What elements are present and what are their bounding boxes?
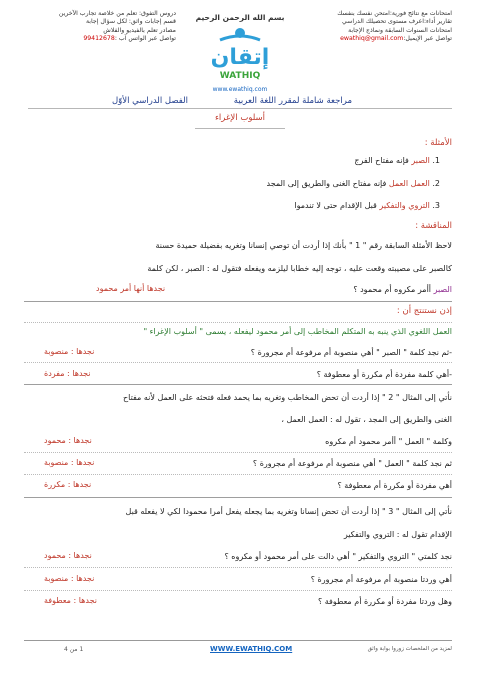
site-url[interactable]: www.ewathiq.com [212,86,268,93]
example-text: فإنه مفتاح الغنى والطريق إلى المجد [266,179,389,188]
whatsapp-number: 99412678 [83,35,115,43]
example-item [267,179,441,188]
email-link[interactable]: ewathiq@gmail.com [340,35,404,43]
question: أهي وردتا منصوبة أم مرفوعة أم مجرورة ؟ [310,575,452,584]
discussion-line: كالصبر على مصيبته وقعت عليه ، توجه إليه خطابا ليلزمه ويفعله فتقول له : الصبر ، لكن كلمة [147,264,452,273]
header-right-info [302,10,452,44]
paragraph-line: نأتي إلى المثال " 2 " إذا أردت أن تحض المخاطب وتغريه بما يحمد فعله فتحثه على العمل لأنه مفتاح [122,393,452,402]
paragraph-line: الإقدام تقول له : التروي والتفكير [343,530,452,539]
question: -ثم نجد كلمة " الصبر " أهي منصوبة أم مرفوعة أم مجرورة ؟ [250,348,452,357]
discussion-answer: نجدها أنها أمر محمود [96,284,166,293]
divider [24,566,452,568]
header-right-line: تواصل عبر الإيميل: [403,35,452,43]
answer: نجدها : مفردة [44,369,91,378]
example-keyword: التروي والتفكير [379,201,430,210]
example-item [294,201,440,210]
answer: نجدها : معطوفة [44,596,97,605]
footer-divider [24,640,452,641]
footer-promo: لمزيد من الملخصات زوروا بوابة واثق [367,646,452,652]
example-keyword: العمل العمل [388,179,430,188]
paragraph-line: نأتي إلى المثال " 3 " إذا أردت أن تحض إنسانا وتغريه بما يجعله يفعل أمرا محمودا لكي لا يفعله قبل [125,507,452,516]
examples-heading: الأمثلة : [424,138,452,148]
answer: نجدها : محمود [44,551,92,560]
wathiq-logo [190,24,290,84]
question: ثم نجد كلمة " العمل " أهي منصوبة أم مرفوعة أم مجرورة ؟ [252,459,452,468]
divider [24,361,452,363]
paragraph-line: الغنى والطريق إلى المجد ، تقول له : العمل العمل ، [281,415,452,424]
basmala: بسم الله الرحمن الرحيم [195,13,285,22]
answer: نجدها : محمود [44,436,92,445]
example-text: قبل الإقدام حتى لا تندموا [294,201,380,210]
topic-title: أسلوب الإغراء [195,113,285,129]
question: -أهي كلمة مفردة أم مكررة أو معطوفة ؟ [316,370,452,379]
example-keyword: الصبر [411,156,430,165]
answer: نجدها : منصوبة [44,458,95,467]
discussion-heading: المناقشة : [415,221,452,231]
divider [24,321,452,323]
divider [24,301,452,302]
header-right-line: تقارير أداء:اعرف مستوى تحصيلك الدراسي [341,18,452,26]
question: وهل وردتا مفردة أو مكررة أم معطوفة ؟ [317,597,452,606]
subtitle: مراجعة شاملة لمقرر اللغة العربية [233,96,352,106]
logo-text: إتقان [210,45,270,70]
header-left-line: دروس التفوق: تعلم من خلاصة تجارب الآخرين [58,10,176,17]
question: نجد كلمتي " التروي والتفكير " أهي دالت على أمر محمود أو مكروه ؟ [224,552,452,561]
discussion-line: لاحظ الأمثلة السابقة رقم " 1 " بأنك إذا أردت أن توصي إنسانا وتغريه بفضيلة حميدة حسنة [155,241,452,250]
example-number: 2. [432,179,440,188]
question: أهي مفردة أو مكررة أم معطوفة ؟ [337,481,452,490]
page-number: 1 من 4 [64,646,84,653]
answer: نجدها : مكررة [44,480,92,489]
divider [24,384,452,385]
footer-site-link[interactable]: WWW.EWATHIQ.COM [210,645,293,653]
answer: نجدها : منصوبة [44,347,95,356]
header-left-line: مصادر تعلم بالفيديو والفلاش [103,26,176,34]
conclusion-heading: إذن نستنتج أن : [396,306,452,316]
header-right-line: امتحانات السنوات السابقة ونماذج الإجابة [348,26,452,34]
header-left-line: تواصل عبر الواتس آب : [114,35,176,43]
header-left-line: قسم إجابات واثق: لكل سؤال إجابة [85,18,176,26]
discussion-question [24,284,452,296]
header-left-info [36,10,176,44]
logo-sub: WATHIQ [219,71,261,81]
example-number: 1. [432,156,440,165]
divider [24,589,452,591]
semester: الفصل الدراسي الأوّل [111,96,188,106]
discussion-keyword: الصبر [433,285,452,294]
answer: نجدها : منصوبة [44,574,95,583]
example-text: فإنه مفتاح الفرج [354,156,412,165]
example-number: 3. [432,201,440,210]
divider [24,451,452,453]
header-right-line: امتحانات مع نتائج فورية:امتحن نفسك بنفسك [337,10,452,17]
question: وكلمة " العمل " أأمر محمود أم مكروه [325,437,452,446]
divider [24,497,452,498]
divider [24,473,452,475]
discussion-question-text: أأمر مكروه أم محمود ؟ [353,285,434,294]
example-item [354,156,440,165]
rule-definition: العمل اللغوي الذي ينبه به المتكلم المخاطب إلى أمر محمود ليفعله ، يسمى " أسلوب الإغراء " [143,327,452,336]
